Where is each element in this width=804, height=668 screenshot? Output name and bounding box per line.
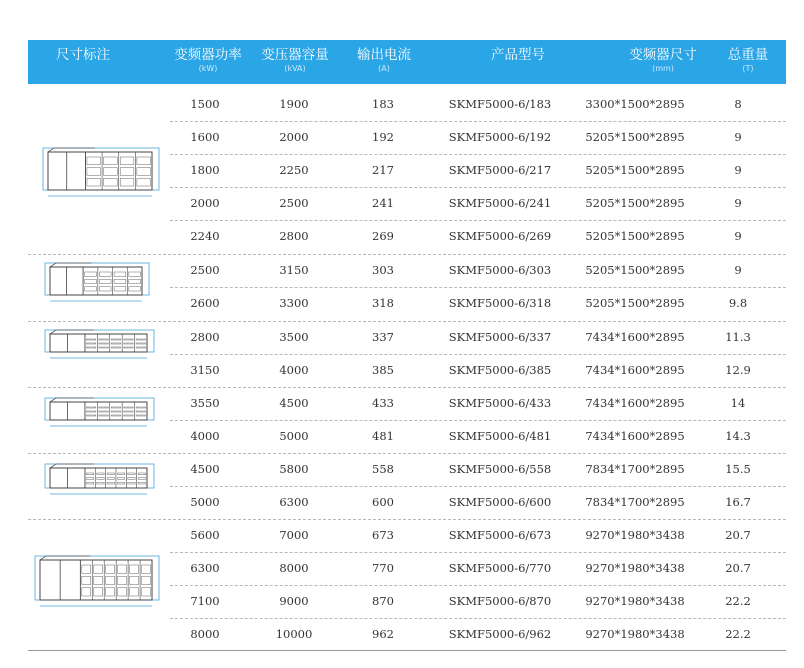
cell-capacity: 4500 (279, 396, 309, 410)
cell-size: 9270*1980*3438 (585, 561, 685, 575)
cell-power: 2500 (190, 263, 220, 277)
cabinet-dimension-drawing (42, 456, 157, 502)
row-separator (28, 453, 786, 454)
cell-weight: 8 (734, 97, 742, 111)
cell-weight: 9.8 (728, 296, 748, 310)
cell-model: SKMF5000-6/303 (448, 263, 552, 277)
cell-size: 7434*1600*2895 (585, 363, 685, 377)
cell-model: SKMF5000-6/962 (448, 627, 552, 641)
cell-weight: 15.5 (725, 462, 751, 476)
cell-capacity: 5800 (279, 462, 309, 476)
cell-capacity: 9000 (279, 594, 309, 608)
cell-capacity: 2000 (279, 130, 309, 144)
cell-power: 3150 (190, 363, 220, 377)
header-label: 尺寸标注 (56, 47, 110, 63)
row-separator (170, 420, 786, 421)
cell-size: 5205*1500*2895 (585, 296, 685, 310)
cell-capacity: 7000 (279, 528, 309, 542)
cell-capacity: 3500 (279, 330, 309, 344)
header-unit: (A) (378, 64, 390, 73)
cell-weight: 9 (734, 130, 742, 144)
cell-capacity: 8000 (279, 561, 309, 575)
cell-size: 7434*1600*2895 (585, 396, 685, 410)
cell-model: SKMF5000-6/337 (448, 330, 552, 344)
cell-weight: 22.2 (725, 627, 751, 641)
row-separator (170, 552, 786, 553)
row-separator (170, 287, 786, 288)
cell-capacity: 4000 (279, 363, 309, 377)
cell-capacity: 1900 (279, 97, 309, 111)
cell-current: 481 (372, 429, 394, 443)
cell-current: 558 (372, 462, 394, 476)
row-separator (28, 519, 786, 520)
cell-model: SKMF5000-6/481 (448, 429, 552, 443)
cell-weight: 9 (734, 229, 742, 243)
cell-current: 337 (372, 330, 394, 344)
cell-power: 4500 (190, 462, 220, 476)
header-unit: (kW) (198, 64, 218, 73)
cell-model: SKMF5000-6/770 (448, 561, 552, 575)
cell-size: 7434*1600*2895 (585, 330, 685, 344)
cell-size: 5205*1500*2895 (585, 196, 685, 210)
header-label: 产品型号 (491, 47, 545, 63)
cell-current: 318 (372, 296, 394, 310)
cell-current: 870 (372, 594, 394, 608)
cell-weight: 9 (734, 263, 742, 277)
row-separator (170, 486, 786, 487)
row-separator (170, 220, 786, 221)
cell-model: SKMF5000-6/183 (448, 97, 552, 111)
cell-size: 3300*1500*2895 (585, 97, 685, 111)
table-row (0, 88, 804, 121)
cabinet-dimension-drawing (42, 322, 157, 366)
cell-current: 183 (372, 97, 394, 111)
header-model (458, 40, 578, 84)
row-separator (28, 387, 786, 388)
cell-size: 5205*1500*2895 (585, 263, 685, 277)
cell-size: 5205*1500*2895 (585, 163, 685, 177)
cell-size: 7834*1700*2895 (585, 462, 685, 476)
header-unit: (kVA) (284, 64, 306, 73)
cell-current: 433 (372, 396, 394, 410)
cabinet-dimension-drawing (42, 255, 152, 309)
row-separator (170, 354, 786, 355)
cell-current: 217 (372, 163, 394, 177)
cell-power: 1800 (190, 163, 220, 177)
header-unit: (mm) (652, 64, 674, 73)
cell-current: 269 (372, 229, 394, 243)
cell-weight: 20.7 (725, 561, 751, 575)
cell-model: SKMF5000-6/318 (448, 296, 552, 310)
header-current (339, 40, 429, 84)
cell-weight: 22.2 (725, 594, 751, 608)
cell-weight: 14 (730, 396, 746, 410)
cell-size: 5205*1500*2895 (585, 130, 685, 144)
cell-model: SKMF5000-6/558 (448, 462, 552, 476)
cell-model: SKMF5000-6/241 (448, 196, 552, 210)
cell-power: 2000 (190, 196, 220, 210)
cell-model: SKMF5000-6/433 (448, 396, 552, 410)
cell-size: 7434*1600*2895 (585, 429, 685, 443)
cell-power: 2800 (190, 330, 220, 344)
cell-current: 303 (372, 263, 394, 277)
cell-size: 9270*1980*3438 (585, 528, 685, 542)
cell-weight: 14.3 (725, 429, 751, 443)
cell-size: 5205*1500*2895 (585, 229, 685, 243)
cell-current: 673 (372, 528, 394, 542)
cell-capacity: 3300 (279, 296, 309, 310)
cell-power: 4000 (190, 429, 220, 443)
cell-power: 8000 (190, 627, 220, 641)
cell-capacity: 3150 (279, 263, 309, 277)
cabinet-dimension-drawing (40, 140, 162, 204)
cell-power: 6300 (190, 561, 220, 575)
cell-weight: 9 (734, 163, 742, 177)
cabinet-dimension-drawing (42, 390, 157, 434)
cell-capacity: 6300 (279, 495, 309, 509)
cell-power: 2240 (190, 229, 220, 243)
cell-size: 7834*1700*2895 (585, 495, 685, 509)
cell-power: 5000 (190, 495, 220, 509)
table-row (0, 618, 804, 651)
header-unit: (T) (742, 64, 754, 73)
cell-current: 385 (372, 363, 394, 377)
header-label: 变压器容量 (261, 47, 329, 63)
header-power (163, 40, 253, 84)
cell-current: 241 (372, 196, 394, 210)
table-bottom-border (28, 650, 786, 651)
row-separator (170, 618, 786, 619)
cell-current: 600 (372, 495, 394, 509)
cell-power: 5600 (190, 528, 220, 542)
cell-size: 9270*1980*3438 (585, 594, 685, 608)
cell-power: 2600 (190, 296, 220, 310)
cell-capacity: 2800 (279, 229, 309, 243)
cell-current: 770 (372, 561, 394, 575)
cabinet-dimension-drawing (32, 548, 162, 614)
cell-weight: 11.3 (725, 330, 751, 344)
header-label: 输出电流 (357, 47, 411, 63)
row-separator (170, 154, 786, 155)
cell-capacity: 5000 (279, 429, 309, 443)
cell-current: 962 (372, 627, 394, 641)
header-capacity (250, 40, 340, 84)
header-dimension-drawing (28, 40, 138, 84)
cell-capacity: 2500 (279, 196, 309, 210)
cell-model: SKMF5000-6/217 (448, 163, 552, 177)
header-label: 变频器功率 (174, 47, 242, 63)
cell-model: SKMF5000-6/385 (448, 363, 552, 377)
row-separator (170, 585, 786, 586)
table-header (28, 40, 786, 84)
cell-capacity: 2250 (279, 163, 309, 177)
header-label: 变频器尺寸 (629, 47, 697, 63)
cell-weight: 9 (734, 196, 742, 210)
cell-power: 7100 (190, 594, 220, 608)
row-separator (170, 187, 786, 188)
cell-size: 9270*1980*3438 (585, 627, 685, 641)
cell-capacity: 10000 (275, 627, 313, 641)
cell-weight: 16.7 (725, 495, 751, 509)
table-row (0, 220, 804, 253)
cell-model: SKMF5000-6/269 (448, 229, 552, 243)
cell-weight: 12.9 (725, 363, 751, 377)
cell-weight: 20.7 (725, 528, 751, 542)
cell-model: SKMF5000-6/192 (448, 130, 552, 144)
header-label: 总重量 (727, 47, 769, 63)
cell-model: SKMF5000-6/600 (448, 495, 552, 509)
cell-current: 192 (372, 130, 394, 144)
cell-power: 1600 (190, 130, 220, 144)
row-separator (170, 121, 786, 122)
cell-model: SKMF5000-6/870 (448, 594, 552, 608)
header-weight (710, 40, 786, 84)
cell-power: 1500 (190, 97, 220, 111)
cell-power: 3550 (190, 396, 220, 410)
cell-model: SKMF5000-6/673 (448, 528, 552, 542)
